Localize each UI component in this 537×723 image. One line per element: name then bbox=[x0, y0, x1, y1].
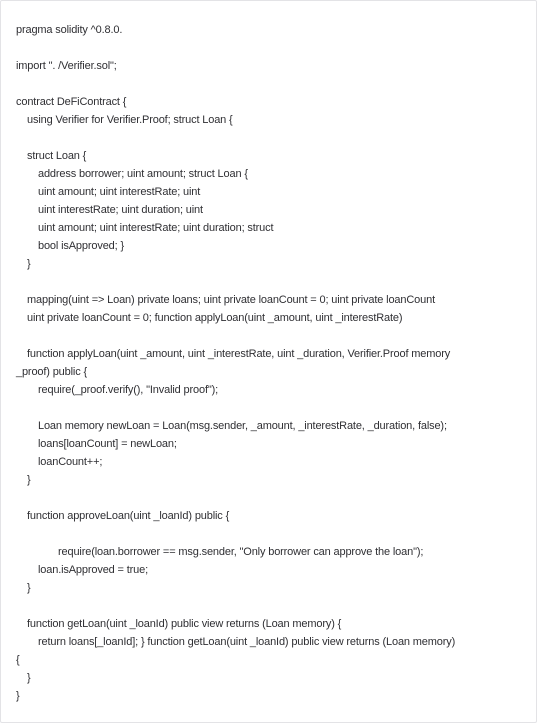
code-line: loan.isApproved = true; bbox=[38, 564, 148, 576]
code-line: { bbox=[16, 654, 20, 666]
code-line: address borrower; uint amount; struct Loan { bbox=[38, 168, 248, 180]
code-line: pragma solidity ^0.8.0. bbox=[16, 24, 123, 36]
code-line: _proof) public { bbox=[16, 366, 87, 378]
code-line: struct Loan { bbox=[27, 150, 87, 162]
code-line: function applyLoan(uint _amount, uint _interestRate, uint _duration, Verifier.Proof memory bbox=[27, 348, 451, 360]
code-line: bool isApproved; } bbox=[38, 240, 124, 252]
code-line: return loans[_loanId]; } function getLoan(uint _loanId) public view returns (Loan memory) bbox=[38, 636, 456, 648]
code-line: uint amount; uint interestRate; uint duration; struct bbox=[38, 222, 274, 234]
code-line: uint interestRate; uint duration; uint bbox=[38, 204, 203, 216]
code-line: } bbox=[27, 672, 31, 684]
code-line: require(_proof.verify(), "Invalid proof"); bbox=[38, 384, 219, 396]
code-line: function approveLoan(uint _loanId) public { bbox=[27, 510, 230, 522]
code-line: Loan memory newLoan = Loan(msg.sender, _amount, _interestRate, _duration, false); bbox=[38, 420, 447, 432]
code-line: uint amount; uint interestRate; uint bbox=[38, 186, 201, 198]
code-line: } bbox=[27, 582, 31, 594]
code-line: loanCount++; bbox=[38, 456, 103, 468]
code-line: } bbox=[16, 690, 20, 702]
code-line: mapping(uint => Loan) private loans; uint private loanCount = 0; uint private loanCount bbox=[27, 294, 435, 306]
code-line: loans[loanCount] = newLoan; bbox=[38, 438, 177, 450]
code-line: uint private loanCount = 0; function applyLoan(uint _amount, uint _interestRate) bbox=[27, 312, 403, 324]
code-line: using Verifier for Verifier.Proof; struct Loan { bbox=[27, 114, 233, 126]
code-line: import ". /Verifier.sol"; bbox=[16, 60, 117, 72]
code-line: require(loan.borrower == msg.sender, "Only borrower can approve the loan"); bbox=[58, 546, 424, 558]
code-line: contract DeFiContract { bbox=[16, 96, 127, 108]
code-line: } bbox=[27, 474, 31, 486]
code-line: function getLoan(uint _loanId) public view returns (Loan memory) { bbox=[27, 618, 342, 630]
code-line: } bbox=[27, 258, 31, 270]
